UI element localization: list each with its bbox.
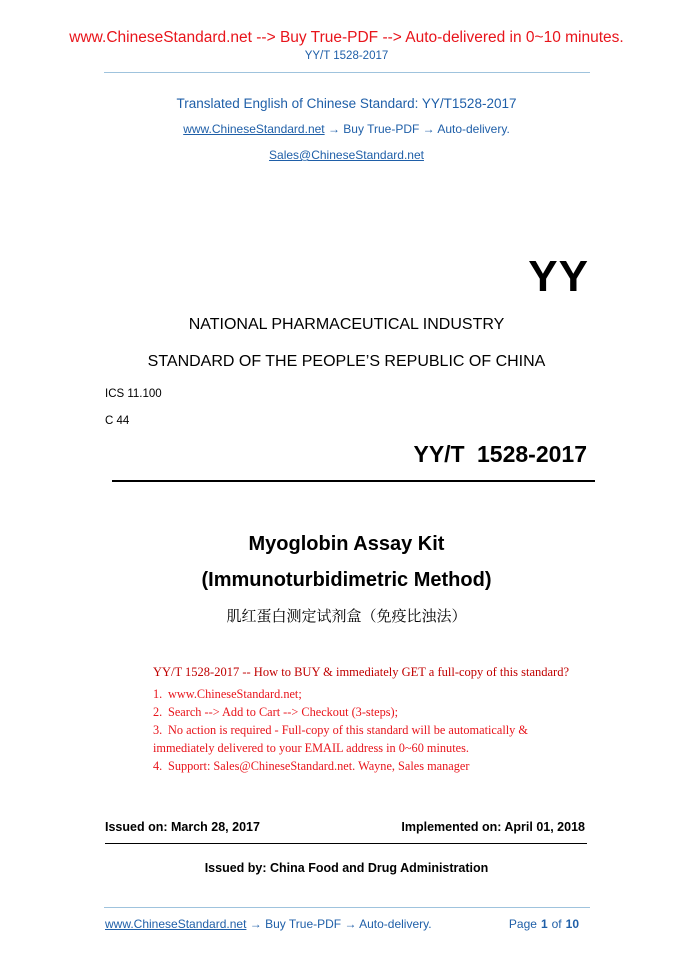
standard-line-1: NATIONAL PHARMACEUTICAL INDUSTRY (188, 316, 505, 333)
page-number: 1 (540, 917, 548, 931)
ccs-code: C 44 (105, 415, 130, 427)
page-indicator: Page 1 of 10 (508, 917, 579, 931)
translated-title: Translated English of Chinese Standard: YY/T1528-2017 (176, 96, 517, 111)
main-divider (112, 480, 595, 482)
purchase-info (153, 665, 569, 775)
header-divider (104, 72, 590, 73)
title-line-2: (Immunoturbidimetric Method) (201, 569, 492, 591)
sales-email-link[interactable]: Sales@ChineseStandard.net (269, 148, 424, 162)
footer-buy-text: → Buy True-PDF → Auto-delivery. (246, 917, 432, 931)
header-standard-code: YY/T 1528-2017 (304, 50, 389, 62)
issued-date: Issued on: March 28, 2017 (105, 820, 260, 834)
implemented-date: Implemented on: April 01, 2018 (401, 820, 585, 834)
standard-line-2: STANDARD OF THE PEOPLE’S REPUBLIC OF CHINA (147, 353, 546, 370)
purchase-step-3: 3. No action is required - Full-copy of this standard will be automatically & (153, 723, 528, 737)
purchase-heading: YY/T 1528-2017 -- How to BUY & immediately GET a full-copy of this standard? (153, 665, 570, 679)
purchase-step-4: 4. Support: Sales@ChineseStandard.net. Wayne, Sales manager (153, 759, 470, 773)
chinese-title: 肌红蛋白测定试剂盒（免疫比浊法） (226, 607, 467, 625)
purchase-step-2: 2. Search --> Add to Cart --> Checkout (3-steps); (153, 705, 399, 719)
purchase-step-1: 1. www.ChineseStandard.net; (153, 687, 302, 701)
footer-buy-line (105, 917, 432, 931)
ics-code: ICS 11.100 (105, 388, 162, 400)
buy-text: → Buy True-PDF → Auto-delivery. (324, 122, 510, 136)
page-total: 10 (565, 917, 579, 931)
site-link[interactable]: www.ChineseStandard.net (183, 122, 325, 136)
purchase-step-3-continued: immediately delivered to your EMAIL address in 0~60 minutes. (153, 741, 469, 755)
footer-site-link[interactable]: www.ChineseStandard.net (105, 917, 247, 931)
footer-divider (104, 907, 590, 908)
issuer: Issued by: China Food and Drug Administration (204, 861, 489, 875)
buy-line (0, 122, 693, 136)
standard-mark: YY (528, 252, 589, 301)
dates-divider (105, 843, 587, 844)
standard-number: YY/T 1528-2017 (413, 441, 587, 467)
title-line-1: Myoglobin Assay Kit (248, 533, 445, 555)
top-banner[interactable]: www.ChineseStandard.net --> Buy True-PDF --> Auto-delivered in 0~10 minutes. (69, 29, 624, 46)
